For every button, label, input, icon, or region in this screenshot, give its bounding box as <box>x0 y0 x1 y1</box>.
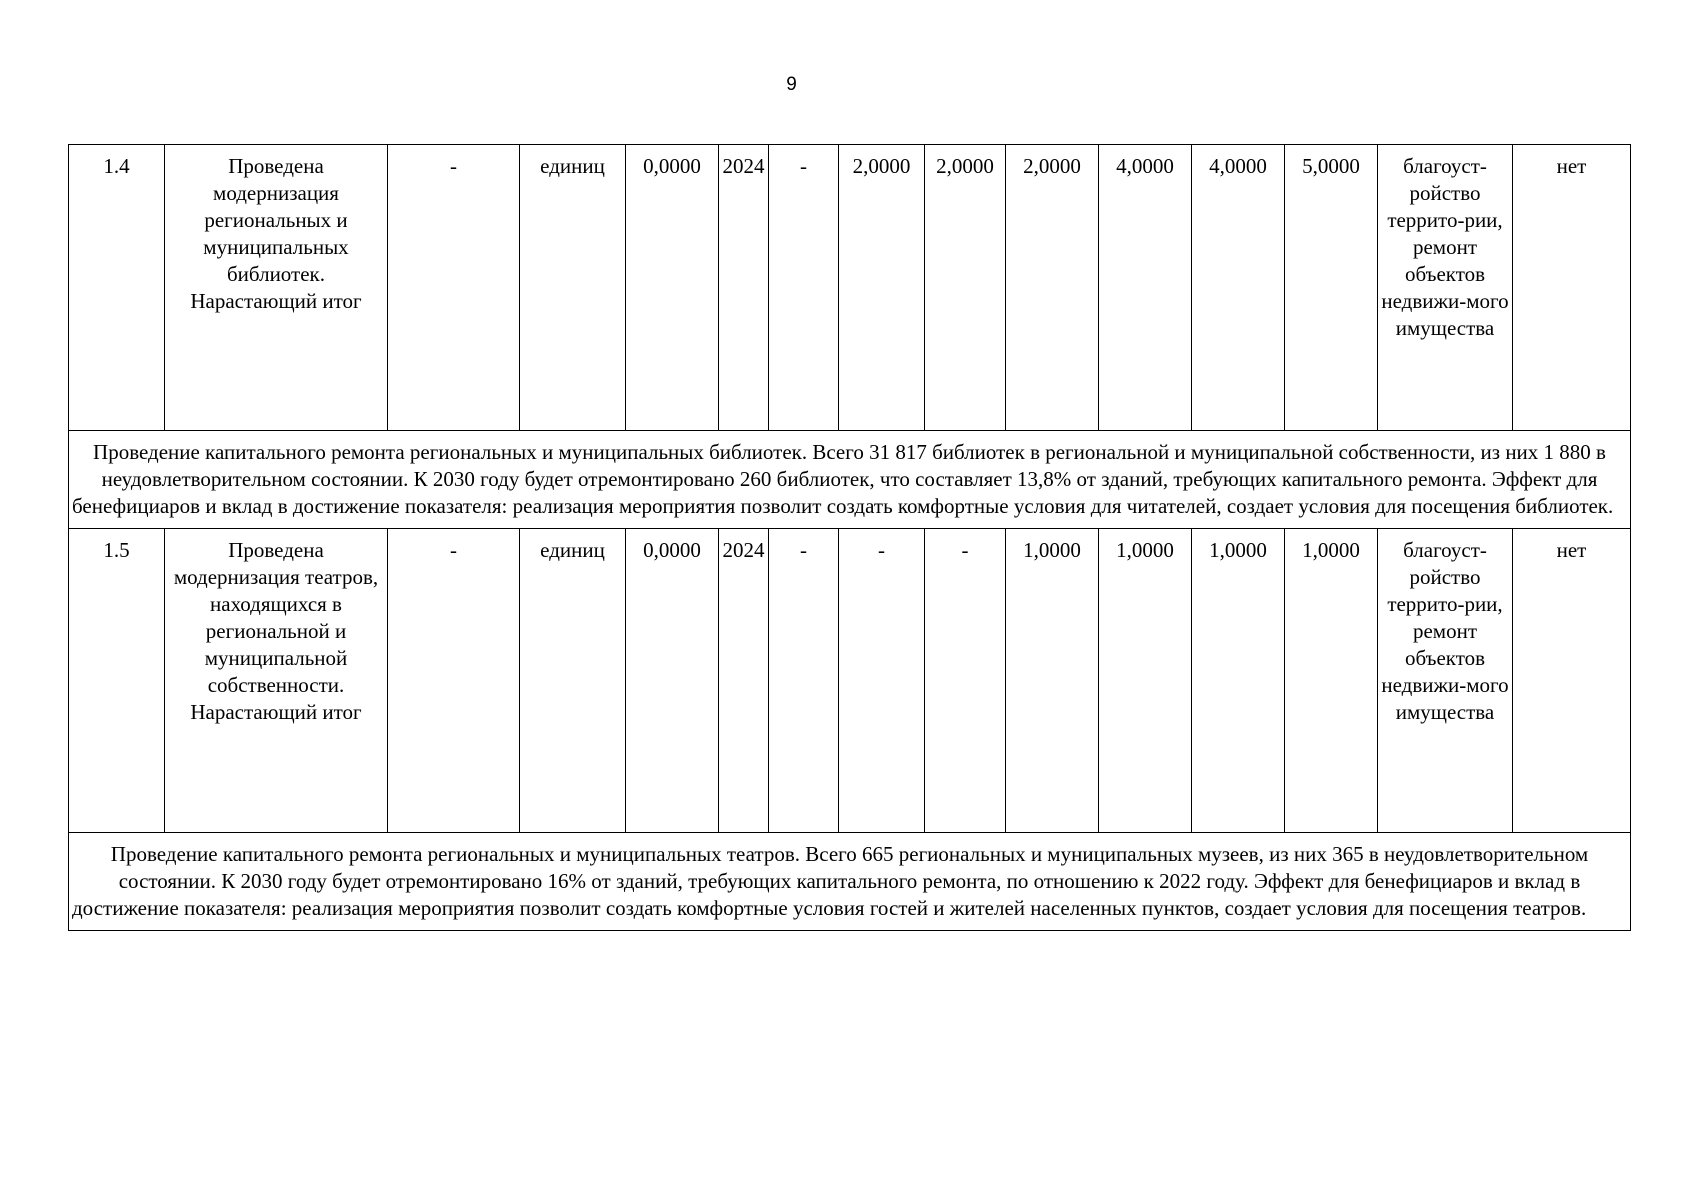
dash-cell: - <box>388 529 520 833</box>
value-cell: - <box>769 145 839 431</box>
base-value-cell: 0,0000 <box>626 529 719 833</box>
value-cell: 1,0000 <box>1192 529 1285 833</box>
base-value-cell: 0,0000 <box>626 145 719 431</box>
unit-cell: единиц <box>520 529 626 833</box>
value-cell: 4,0000 <box>1099 145 1192 431</box>
value-cell: - <box>769 529 839 833</box>
value-cell: 5,0000 <box>1285 145 1378 431</box>
description-row <box>69 833 1631 931</box>
description-cell: Проведение капитального ремонта региональных и муниципальных театров. Всего 665 региональных и муниципальных музеев, из них 365 в неудовлетворительном состоянии. К 2030 году будет отремонтировано 16% от зданий, требующих капитального ремонта, по отношению к 2022 году. Эффект для бенефициаров и вклад в достижение показателя: реализация мероприятия позволит создать комфортные условия гостей и жителей населенных пунктов, создает условия для посещения театров. <box>69 833 1631 931</box>
value-cell: 1,0000 <box>1099 529 1192 833</box>
value-cell: 2,0000 <box>1006 145 1099 431</box>
base-year-cell: 2024 <box>719 529 769 833</box>
base-year-cell: 2024 <box>719 145 769 431</box>
table-row <box>69 145 1631 431</box>
page-number: 9 <box>786 74 797 95</box>
table-row <box>69 529 1631 833</box>
type-cell: благоуст-ройство террито-рии, ремонт объектов недвижи-мого имущества <box>1378 529 1513 833</box>
value-cell: - <box>839 529 925 833</box>
description-cell: Проведение капитального ремонта региональных и муниципальных библиотек. Всего 31 817 библиотек в региональной и муниципальной собственности, из них 1 880 в неудовлетворительном состоянии. К 2030 году будет отремонтировано 260 библиотек, что составляет 13,8% от зданий, требующих капитального ремонта. Эффект для бенефициаров и вклад в достижение показателя: реализация мероприятия позволит создать комфортные условия для читателей, создает условия для посещения библиотек. <box>69 431 1631 529</box>
description-row <box>69 431 1631 529</box>
value-cell: - <box>925 529 1006 833</box>
indicators-table <box>68 144 1631 931</box>
indicator-name-cell: Проведена модернизация театров, находящихся в региональной и муниципальной собственности. Нарастающий итог <box>165 529 388 833</box>
value-cell: 1,0000 <box>1006 529 1099 833</box>
value-cell: 2,0000 <box>925 145 1006 431</box>
value-cell: 2,0000 <box>839 145 925 431</box>
row-number-cell: 1.4 <box>69 145 165 431</box>
flag-cell: нет <box>1513 145 1631 431</box>
unit-cell: единиц <box>520 145 626 431</box>
flag-cell: нет <box>1513 529 1631 833</box>
row-number-cell: 1.5 <box>69 529 165 833</box>
dash-cell: - <box>388 145 520 431</box>
value-cell: 1,0000 <box>1285 529 1378 833</box>
indicator-name-cell: Проведена модернизация региональных и муниципальных библиотек. Нарастающий итог <box>165 145 388 431</box>
type-cell: благоуст-ройство террито-рии, ремонт объектов недвижи-мого имущества <box>1378 145 1513 431</box>
value-cell: 4,0000 <box>1192 145 1285 431</box>
